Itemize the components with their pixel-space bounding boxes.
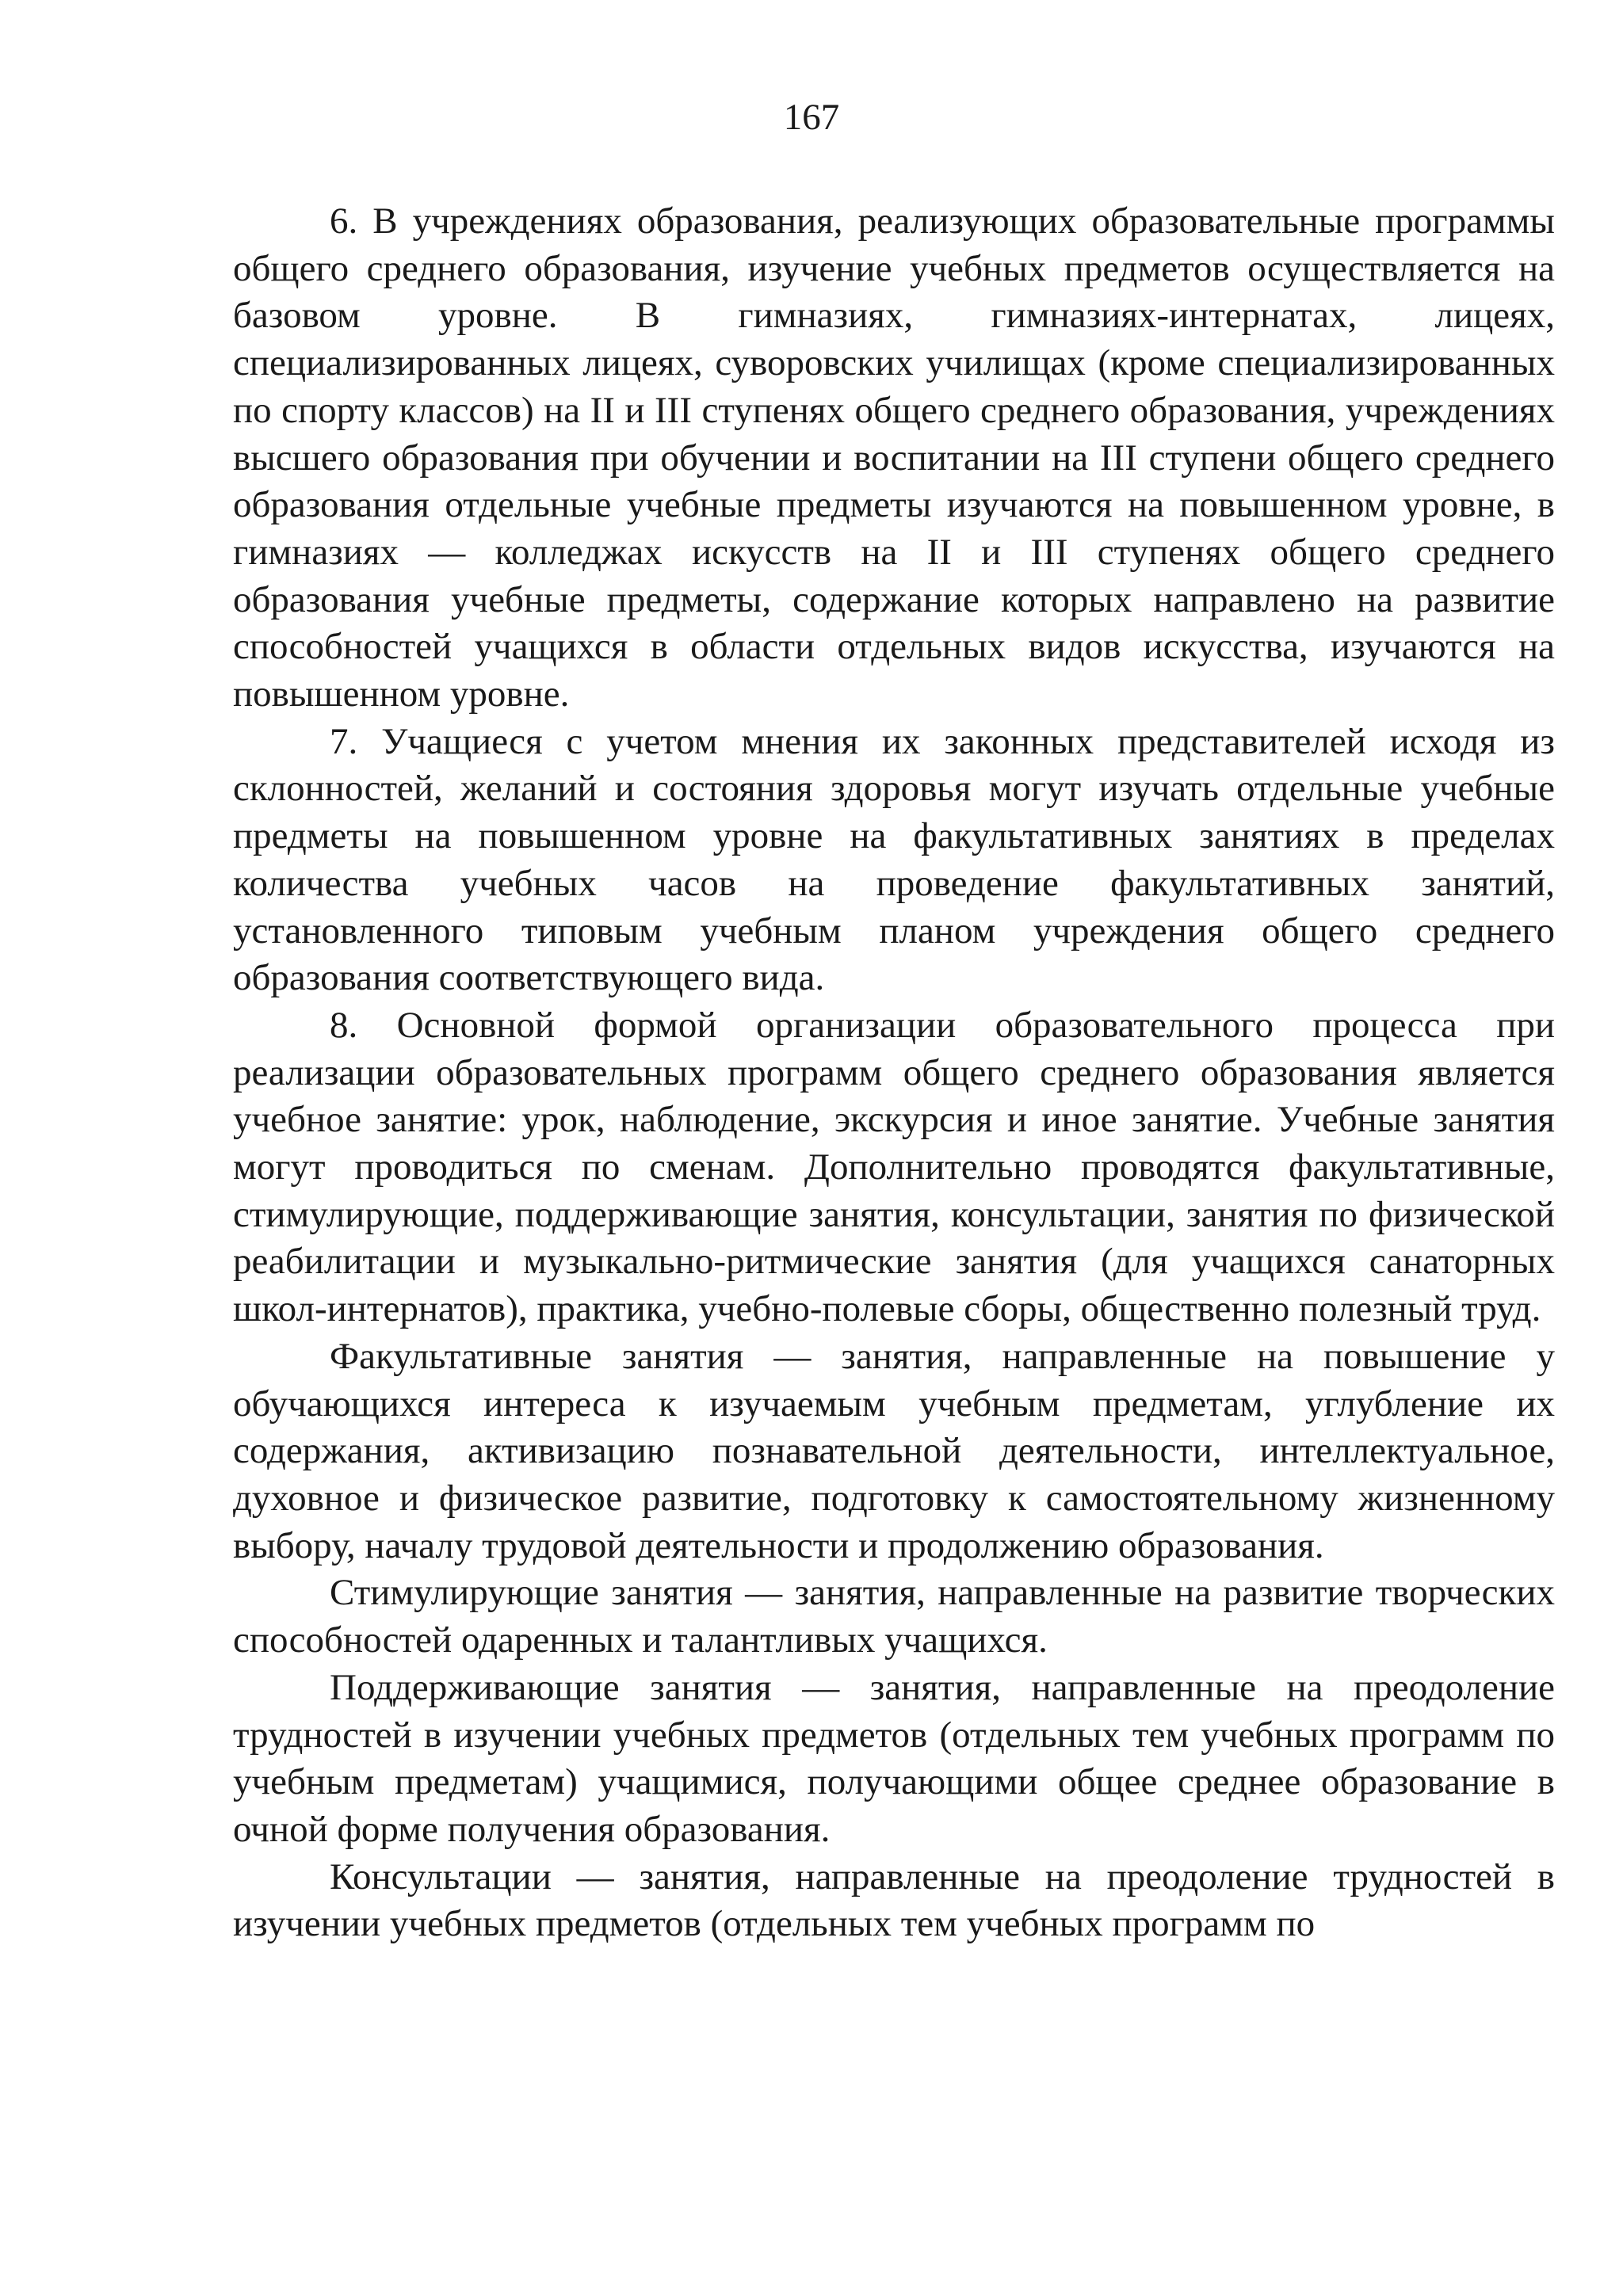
page-number: 167 [783, 97, 840, 138]
paragraph-item-6: 6. В учреждениях образования, реализующих образовательные программы общего среднего образования, изучение учебных предметов осуществляется на базовом уровне. В гимназиях, гимназиях-интернатах, лицеях, специализированных лицеях, суворовских училищах (кроме специализированных по спорту классов) на II и III ступенях общего среднего образования, учреждениях высшего образования при обучении и воспитании на III ступени общего среднего образования отдельные учебные предметы изучаются на повышенном уровне, в гимназиях — колледжах искусств на II и III ступенях общего среднего образования учебные предметы, содержание которых направлено на развитие способностей учащихся в области отдельных видов искусства, изучаются на повышенном уровне. [233, 200, 1555, 715]
paragraph-supporting-classes: Поддерживающие занятия — занятия, направленные на преодоление трудностей в изучении учебных предметов (отдельных тем учебных программ по учебным предметам) учащимися, получающими общее среднее образование в очной форме получения образования. [233, 1666, 1555, 1850]
paragraph-item-7: 7. Учащиеся с учетом мнения их законных представителей исходя из склонностей, желаний и состояния здоровья могут изучать отдельные учебные предметы на повышенном уровне на факультативных занятиях в пределах количества учебных часов на проведение факультативных занятий, установленного типовым учебным планом учреждения общего среднего образования соответствующего вида. [233, 720, 1555, 999]
paragraph-stimulating-classes: Стимулирующие занятия — занятия, направленные на развитие творческих способностей одаренных и талантливых учащихся. [233, 1572, 1555, 1661]
body-text [233, 198, 1555, 1948]
paragraph-optional-classes: Факультативные занятия — занятия, направленные на повышение у обучающихся интереса к изучаемым учебным предметам, углубление их содержания, активизацию познавательной деятельности, интеллектуальное, духовное и физическое развитие, подготовку к самостоятельному жизненному выбору, началу трудовой деятельности и продолжению образования. [233, 1335, 1555, 1566]
paragraph-item-8: 8. Основной формой организации образовательного процесса при реализации образовательных программ общего среднего образования является учебное занятие: урок, наблюдение, экскурсия и иное занятие. Учебные занятия могут проводиться по сменам. Дополнительно проводятся факультативные, стимулирующие, поддерживающие занятия, консультации, занятия по физической реабилитации и музыкально-ритмические занятия (для учащихся санаторных школ-интернатов), практика, учебно-полевые сборы, общественно полезный труд. [233, 1004, 1555, 1330]
paragraph-consultations: Консультации — занятия, направленные на преодоление трудностей в изучении учебных предметов (отдельных тем учебных программ по [233, 1855, 1555, 1945]
